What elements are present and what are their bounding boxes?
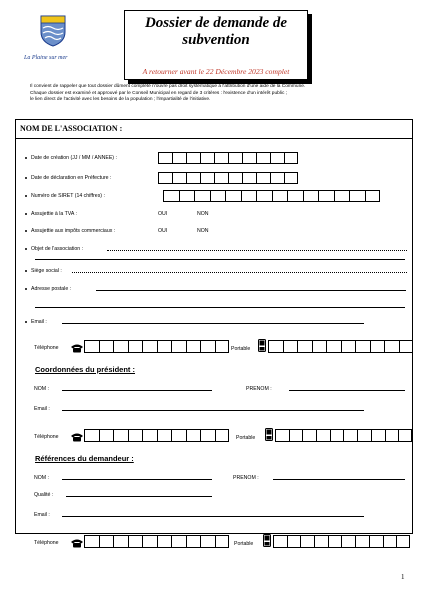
president-nom-label: NOM : xyxy=(34,386,49,392)
tva-oui-option[interactable]: OUI xyxy=(158,211,168,217)
page-number: 1 xyxy=(401,573,405,581)
email-field[interactable] xyxy=(62,323,364,324)
president-prenom-field[interactable] xyxy=(289,390,405,391)
association-telephone-field[interactable] xyxy=(84,340,229,353)
impots-label: Assujettie aux impôts commerciaux : xyxy=(25,228,115,234)
adresse-label: Adresse postale : xyxy=(25,286,71,292)
town-crest-icon xyxy=(33,14,73,48)
siret-label: Numéro de SIRET (14 chiffres) : xyxy=(25,193,105,199)
mobile-phone-icon xyxy=(258,339,266,357)
demandeur-heading: Références du demandeur : xyxy=(35,454,134,463)
date-declaration-field[interactable] xyxy=(158,172,298,184)
telephone-icon xyxy=(70,340,84,358)
adresse-field[interactable] xyxy=(96,290,406,291)
demandeur-nom-label: NOM : xyxy=(34,475,49,481)
association-heading: NOM DE L'ASSOCIATION : xyxy=(15,119,413,139)
intro-line: Chaque dossier est examiné et approuvé par le Conseil Municipal en regard de 3 critères : l'existence d'un intérêt public ; xyxy=(30,90,288,96)
president-portable-label: Portable xyxy=(236,435,256,441)
demandeur-portable-label: Portable xyxy=(234,541,254,547)
deadline-text: A retourner avant le 22 Décembre 2023 complet xyxy=(142,67,290,76)
portable-label: Portable xyxy=(231,346,251,352)
mobile-phone-icon xyxy=(263,534,271,552)
intro-line: Il convient de rappeler que tout dossier dûment complété n'ouvre pas droit systématique à l'attribution d'une aide de la Commune. xyxy=(30,84,306,89)
president-email-field[interactable] xyxy=(62,410,364,411)
impots-non-option[interactable]: NON xyxy=(197,228,209,234)
date-creation-label: Date de création (JJ / MM / ANNEE) : xyxy=(25,155,117,161)
tva-label: Assujettie à la TVA : xyxy=(25,211,77,217)
president-telephone-field[interactable] xyxy=(84,429,229,442)
tva-non-option[interactable]: NON xyxy=(197,211,209,217)
mobile-phone-icon xyxy=(265,428,273,446)
siege-field[interactable] xyxy=(72,272,407,273)
objet-field[interactable] xyxy=(107,250,407,251)
telephone-icon xyxy=(70,429,84,447)
demandeur-qualite-label: Qualité : xyxy=(34,492,54,498)
siege-label: Siège social : xyxy=(25,268,62,274)
demandeur-prenom-label: PRENOM : xyxy=(233,475,259,481)
impots-oui-option[interactable]: OUI xyxy=(158,228,168,234)
president-nom-field[interactable] xyxy=(62,390,212,391)
page-title: Dossier de demande de subvention xyxy=(144,15,288,48)
demandeur-qualite-field[interactable] xyxy=(66,496,212,497)
objet-field-line-2[interactable] xyxy=(35,259,405,260)
president-email-label: Email : xyxy=(34,406,50,412)
objet-label: Objet de l'association : xyxy=(25,246,83,252)
demandeur-nom-field[interactable] xyxy=(62,479,212,480)
president-prenom-label: PRENOM : xyxy=(246,386,272,392)
demandeur-prenom-field[interactable] xyxy=(273,479,405,480)
date-declaration-label: Date de déclaration en Préfecture : xyxy=(25,175,111,181)
intro-paragraph xyxy=(30,84,390,104)
telephone-icon xyxy=(70,535,84,553)
email-label: Email : xyxy=(25,319,47,325)
intro-line: le lien direct de l'activité avec les besoins de la population ; l'impartialité de l'initiative. xyxy=(30,97,211,103)
telephone-label: Téléphone xyxy=(34,345,59,351)
association-portable-field[interactable] xyxy=(268,340,413,353)
adresse-field-line-2[interactable] xyxy=(35,307,405,308)
date-creation-field[interactable] xyxy=(158,152,298,164)
demandeur-portable-field[interactable] xyxy=(273,535,410,548)
president-telephone-label: Téléphone xyxy=(34,434,59,440)
demandeur-telephone-field[interactable] xyxy=(84,535,229,548)
demandeur-telephone-label: Téléphone xyxy=(34,540,59,546)
siret-field[interactable] xyxy=(163,190,380,202)
president-heading: Coordonnées du président : xyxy=(35,365,136,374)
title-box xyxy=(124,10,308,80)
logo-caption: La Plaine sur mer xyxy=(24,55,68,61)
demandeur-email-field[interactable] xyxy=(62,516,364,517)
president-portable-field[interactable] xyxy=(275,429,412,442)
demandeur-email-label: Email : xyxy=(34,512,50,518)
